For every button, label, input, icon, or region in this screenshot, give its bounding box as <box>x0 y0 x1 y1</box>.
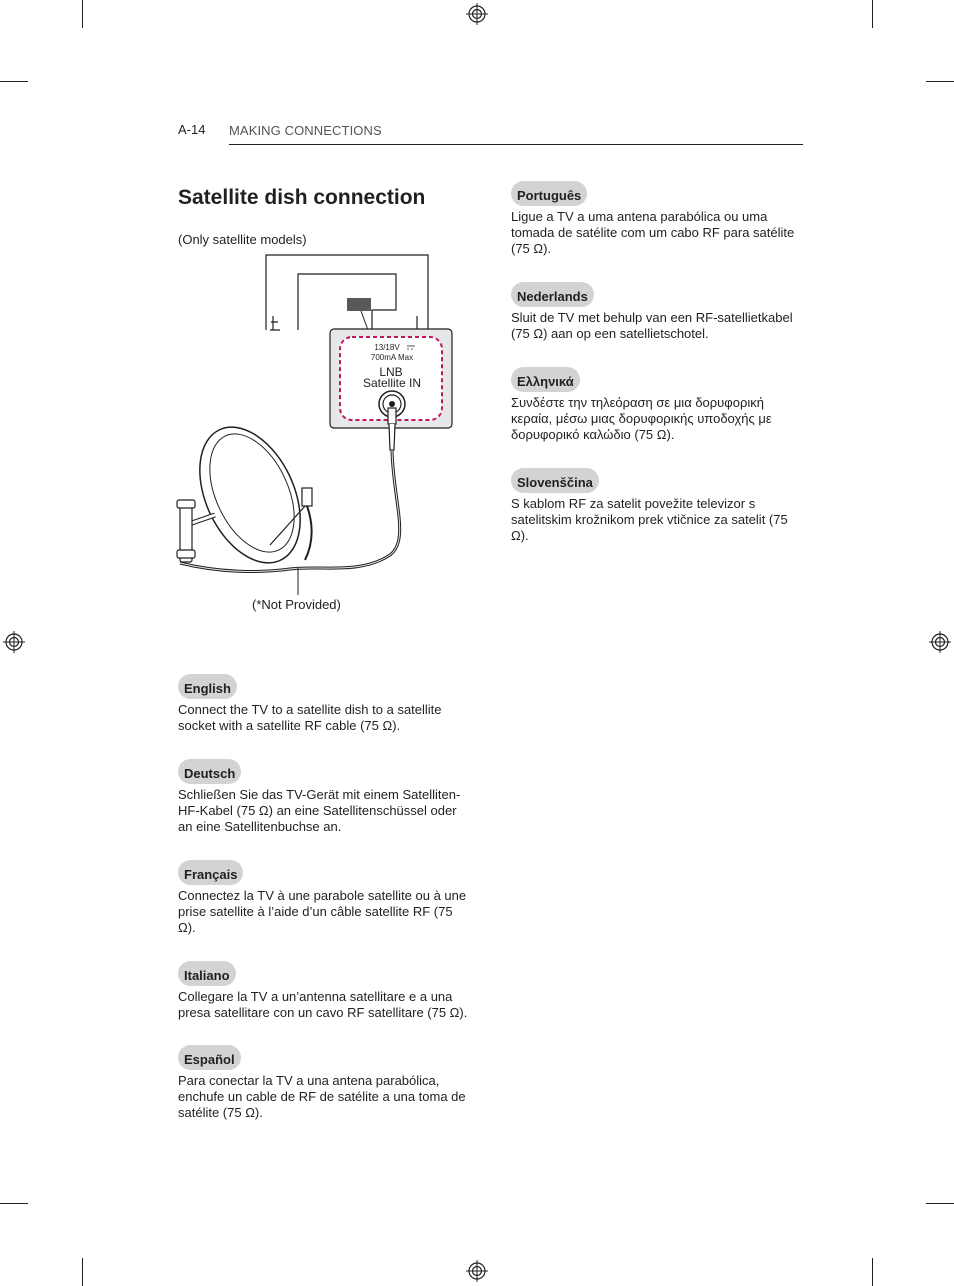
registration-mark-icon <box>466 1260 488 1282</box>
language-badge: Português <box>511 181 587 206</box>
language-block-francais <box>178 860 473 936</box>
tv-port-icon <box>347 298 371 311</box>
crop-mark <box>82 1258 83 1286</box>
voltage-label: 13/18V <box>374 343 400 352</box>
language-block-nederlands <box>511 282 806 342</box>
language-badge: Nederlands <box>511 282 594 307</box>
language-text: Collegare la TV a un’antenna satellitare e a una presa satellitare con un cavo RF satellitare (75 Ω). <box>178 989 468 1020</box>
language-text: Ligue a TV a uma antena parabólica ou uma tomada de satélite com um cabo RF para satélite (75 Ω). <box>511 209 795 256</box>
language-text: Connect the TV to a satellite dish to a satellite socket with a satellite RF cable (75 Ω). <box>178 702 442 733</box>
connection-diagram <box>170 250 460 595</box>
current-label: 700mA Max <box>370 353 414 362</box>
language-badge: Italiano <box>178 961 236 986</box>
header-divider <box>229 144 803 145</box>
crop-mark <box>0 81 28 82</box>
not-provided-label: (*Not Provided) <box>252 597 341 612</box>
language-block-italiano <box>178 961 473 1021</box>
language-block-espanol <box>178 1045 473 1121</box>
language-block-greek <box>511 367 806 443</box>
section-title: MAKING CONNECTIONS <box>229 123 382 138</box>
cable-plug-icon <box>388 408 396 424</box>
language-badge: Deutsch <box>178 759 241 784</box>
language-block-deutsch <box>178 759 473 835</box>
language-badge: Español <box>178 1045 241 1070</box>
lnb-label: LNB <box>379 365 403 379</box>
models-note: (Only satellite models) <box>178 232 307 247</box>
language-text: Sluit de TV met behulp van een RF-satellietkabel (75 Ω) aan op een satellietschotel. <box>511 310 793 341</box>
crop-mark <box>0 1203 28 1204</box>
language-text: Συνδέστε την τηλεόραση σε μια δορυφορική κεραία, μέσω μιας δορυφορικής υποδοχής με δορυφορικό καλώδιο (75 Ω). <box>511 395 772 442</box>
language-badge: Français <box>178 860 243 885</box>
page-title: Satellite dish connection <box>178 186 426 209</box>
language-text: Connectez la TV à une parabole satellite ou à une prise satellite à l’aide d’un câble satellite RF (75 Ω). <box>178 888 467 935</box>
language-text: Schließen Sie das TV-Gerät mit einem Satelliten-HF-Kabel (75 Ω) an eine Satellitenschüssel oder an eine Satellitenbuchse an. <box>178 787 461 834</box>
tv-stand-left <box>270 316 280 330</box>
language-badge: English <box>178 674 237 699</box>
language-block-slovenscina <box>511 468 806 544</box>
language-badge: Slovenščina <box>511 468 599 493</box>
registration-mark-icon <box>3 631 25 653</box>
crop-mark <box>872 1258 873 1286</box>
crop-mark <box>926 1203 954 1204</box>
satellite-dish-icon <box>180 411 321 579</box>
language-text: S kablom RF za satelit povežite televizor s satelitskim krožnikom prek vtičnice za satelit (75 Ω). <box>511 496 788 543</box>
page-number: A-14 <box>178 122 206 137</box>
crop-mark <box>872 0 873 28</box>
crop-mark <box>82 0 83 28</box>
lnb-head-icon <box>302 488 312 506</box>
language-block-portugues <box>511 181 806 257</box>
port-label: Satellite IN <box>362 376 422 390</box>
tv-back-outline <box>266 255 428 330</box>
language-block-english <box>178 674 473 734</box>
registration-mark-icon <box>466 3 488 25</box>
crop-mark <box>926 81 954 82</box>
language-text: Para conectar la TV a una antena parabólica, enchufe un cable de RF de satélite a una toma de satélite (75 Ω). <box>178 1073 466 1120</box>
registration-mark-icon <box>929 631 951 653</box>
language-badge: Ελληνικά <box>511 367 580 392</box>
